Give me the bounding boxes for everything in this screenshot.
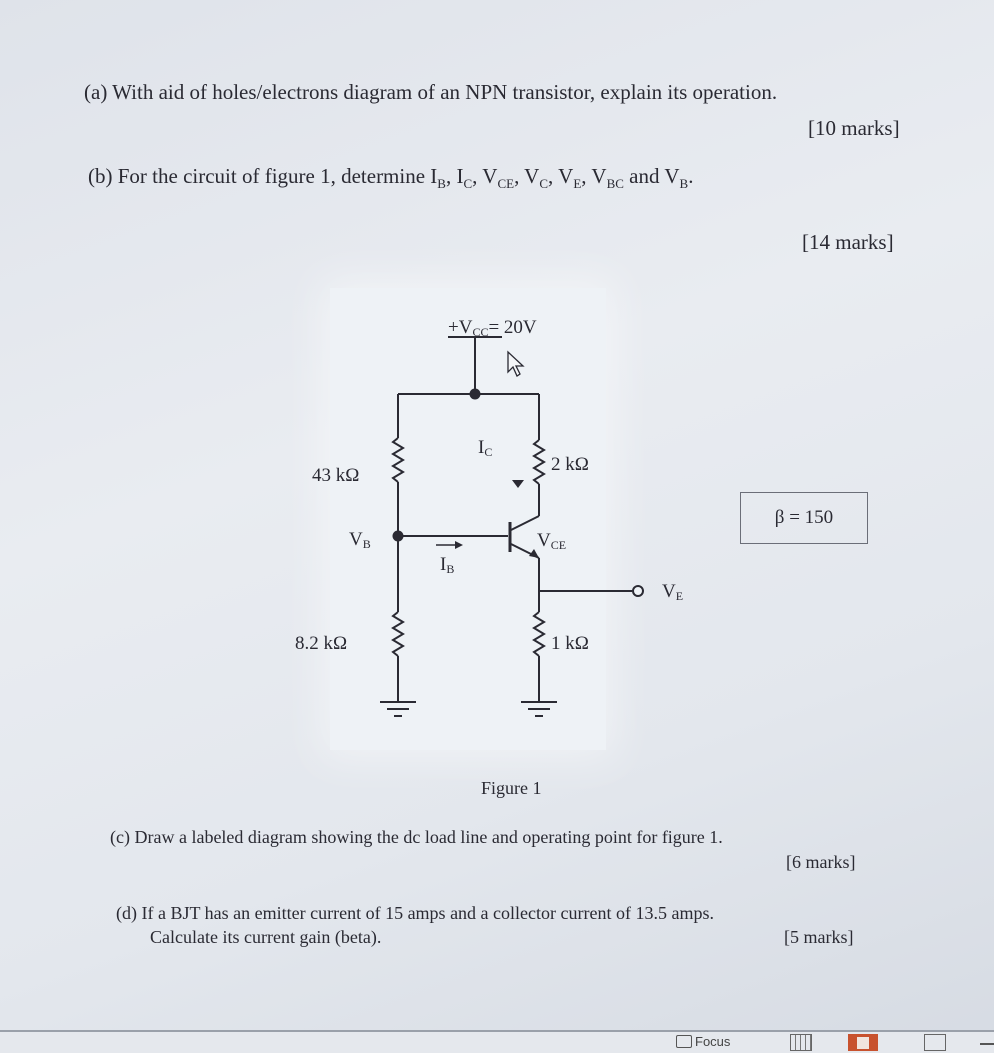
question-b-marks: [14 marks] xyxy=(802,230,894,254)
ib-arrow-head xyxy=(455,541,463,549)
beta-box xyxy=(740,492,868,544)
focus-icon xyxy=(676,1035,692,1048)
ic-label: IC xyxy=(478,437,493,459)
re-value: 1 kΩ xyxy=(551,633,589,654)
print-layout-icon[interactable] xyxy=(848,1034,878,1051)
question-b-text: (b) For the circuit of figure 1, determine $I_B$, $I_C$, $V_{CE}$, $V_C$, $V_E$, $V_{BC}$ and $V_B$. xyxy=(88,164,694,192)
vcc-node-dot xyxy=(470,389,481,400)
symbol-subscript: B xyxy=(437,176,446,192)
symbol-subscript: CE xyxy=(497,176,515,192)
ic-arrow-head xyxy=(512,480,524,488)
symbol-subscript: C xyxy=(463,176,473,192)
r1-resistor xyxy=(393,438,403,482)
vce-label: VCE xyxy=(537,530,567,552)
vcc-label: +VCC= 20V xyxy=(448,317,537,339)
ib-label: IB xyxy=(440,554,455,576)
question-d-line1: (d) If a BJT has an emitter current of 15 amps and a collector current of 13.5 amps. xyxy=(116,903,714,923)
symbol-separator: , I xyxy=(445,164,464,188)
question-a-text: (a) With aid of holes/electrons diagram of an NPN transistor, explain its operation. xyxy=(84,80,778,104)
symbol-separator: , V xyxy=(514,164,540,188)
ve-terminal xyxy=(633,586,643,596)
question-c-text: (c) Draw a labeled diagram showing the dc load line and operating point for figure 1. xyxy=(110,827,723,847)
symbol-separator: and V xyxy=(623,164,680,188)
transistor-collector xyxy=(511,516,539,530)
r2-value: 8.2 kΩ xyxy=(295,633,348,654)
question-a-marks: [10 marks] xyxy=(808,116,900,140)
beta-value: β = 150 xyxy=(774,507,834,528)
ve-label: VE xyxy=(662,581,684,603)
question-c-marks: [6 marks] xyxy=(786,852,856,872)
symbol-subscript: E xyxy=(573,176,582,192)
focus-button[interactable] xyxy=(676,1034,730,1049)
symbol-separator: , V xyxy=(548,164,574,188)
rc-value: 2 kΩ xyxy=(551,454,589,475)
vb-label: VB xyxy=(349,529,371,551)
symbol-subscript: BC xyxy=(606,176,624,192)
r2-resistor xyxy=(393,612,403,656)
page-icon xyxy=(857,1037,869,1049)
symbol-separator: . xyxy=(688,164,694,188)
rc-resistor xyxy=(534,440,544,484)
symbol-separator: , V xyxy=(472,164,498,188)
web-layout-icon[interactable] xyxy=(924,1034,946,1051)
mouse-cursor-icon xyxy=(508,352,523,376)
zoom-minus-icon[interactable] xyxy=(980,1043,994,1045)
question-d-marks: [5 marks] xyxy=(784,927,854,947)
vb-node-dot xyxy=(393,531,404,542)
symbol-subscript: B xyxy=(679,176,689,192)
symbol-subscript: C xyxy=(539,176,549,192)
focus-label: Focus xyxy=(695,1034,731,1049)
r1-value: 43 kΩ xyxy=(312,465,360,486)
figure-caption: Figure 1 xyxy=(481,778,542,798)
re-resistor xyxy=(534,612,544,656)
status-bar xyxy=(0,1030,994,1053)
symbol-separator: , V xyxy=(581,164,607,188)
read-mode-icon[interactable] xyxy=(790,1034,812,1051)
question-d-line2: Calculate its current gain (beta). xyxy=(150,927,382,947)
